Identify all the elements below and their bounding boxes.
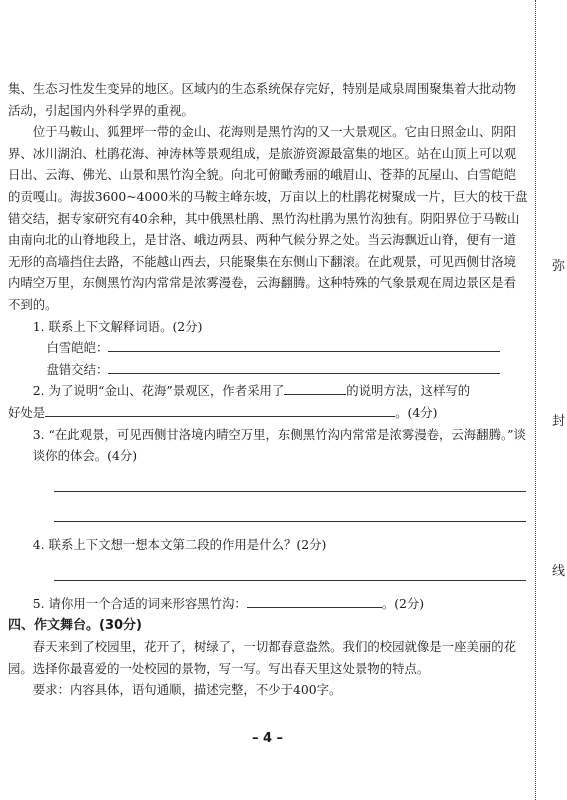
- seal-char-xian: 线: [552, 564, 566, 579]
- exam-content: [8, 78, 528, 701]
- passage-para2: 位于马鞍山、狐狸坪一带的金山、花海则是黑竹沟的又一大景观区。它由日照金山、阴阳界、冰川湖泊、杜鹃花海、神涛林等景观组成，是旅游资源最富集的地区。站在山顶上可以观日出、云海、佛光、山景和黑竹沟全貌。向北可俯瞰秀丽的峨眉山、苍莽的瓦屋山、白雪皑皑的贡嘎山。海拔3600~4000米的马鞍主峰东坡，万亩以上的杜鹃花树聚成一片，巨大的枝干盘错交结，据专家研究有40余种，其中俄黑杜鹃、黑竹沟杜鹃为黑竹沟独有。阴阳界位于马鞍山由南向北的山脊地段上，是甘洛、峨边两县、两种气候分界之处。当云海飘近山脊，便有一道无形的高墙挡住去路，不能越山西去，只能聚集在东侧山下翻滚。在此观景，可见西侧甘洛境内晴空万里，东侧黑竹沟内常常是浓雾漫卷，云海翻腾。这种特殊的气象景观在周边景区是看不到的。: [8, 124, 528, 312]
- q5-text: 5. 请你用一个合适的词来形容黑竹沟：: [32, 596, 247, 612]
- q1-word1-label: 白雪皑皑：: [46, 340, 109, 356]
- question-4: 4. 联系上下文想一想本文第二段的作用是什么？(2分): [32, 536, 327, 552]
- question-5: [8, 593, 528, 615]
- q3-answer-line-2[interactable]: [8, 504, 528, 526]
- q5-score: 。(2分): [381, 596, 425, 612]
- section-4-heading: 四、作文舞台。(30分): [8, 617, 142, 633]
- seal-char-mi: 弥: [552, 259, 566, 274]
- question-2: [8, 380, 528, 402]
- q1-word2-row: [8, 359, 528, 381]
- seal-char-feng: 封: [552, 414, 566, 429]
- section-4-requirement: 要求：内容具体，语句通顺，描述完整，不少于400字。: [32, 682, 342, 698]
- q1-word1-row: [8, 337, 528, 359]
- q4-answer-line-1[interactable]: [8, 563, 528, 585]
- question-1: 1. 联系上下文解释词语。(2分): [32, 318, 203, 334]
- q1-word1-answer-blank[interactable]: [108, 337, 500, 352]
- q1-word2-answer-blank[interactable]: [108, 359, 500, 374]
- q1-word2-label: 盘错交结：: [46, 361, 109, 377]
- q2-score: 。(4分): [395, 404, 438, 420]
- question-3: 3. “在此观景，可见西侧甘洛境内晴空万里，东侧黑竹沟内常常是浓雾漫卷，云海翻腾。”谈谈你的体会。(4分): [32, 426, 526, 464]
- q2-text-b: 的说明方法，这样写的: [346, 383, 471, 399]
- q2-text-a: 2. 为了说明“金山、花海”景观区，作者采用了: [32, 383, 285, 399]
- q2-method-blank[interactable]: [284, 380, 346, 395]
- q3-answer-line-1[interactable]: [8, 475, 528, 497]
- question-2-cont: [8, 402, 528, 424]
- q5-answer-blank[interactable]: [247, 593, 382, 608]
- passage-para1-tail: 集、生态习性发生变异的地区。区域内的生态系统保存完好，特别是咸泉周围聚集着大批动物活动，引起国内外科学界的重视。: [8, 81, 517, 118]
- q2-benefit-blank[interactable]: [45, 402, 395, 417]
- page-number: – 4 –: [251, 731, 284, 746]
- seal-line: [535, 0, 536, 800]
- q2-text-c: 好处是: [8, 404, 46, 420]
- section-4-prompt: 春天来到了校园里，花开了，树绿了，一切都春意盎然。我们的校园就像是一座美丽的花园。选择你最喜爱的一处校园的景物，写一写。写出春天里这处景物的特点。: [8, 639, 517, 676]
